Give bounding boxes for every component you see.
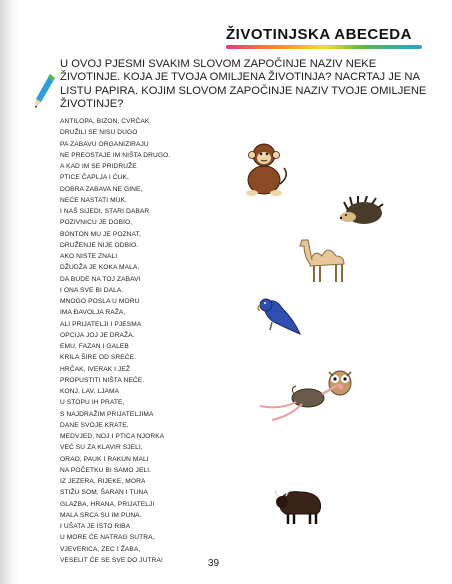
poem-line: NE PREOSTAJE IM NIŠTA DRUGO. [60,151,171,159]
poem-line: PROPUSTITI NIŠTA NEĆE. [60,376,145,384]
poem-line: POZIVNICU JE DOBIO, [60,219,133,227]
parrot-illustration [254,294,304,338]
poem-line: GLAZBA, HRANA, PRIJATELJI [60,500,155,508]
poem-line: AKO NISTE ZNALI [60,253,118,260]
poem-line: EMU, FAZAN I GALEB [60,343,129,350]
poem-line: MNOGO POSLA U MORU [60,298,140,305]
poem-line: NA POČETKU BI SAMO JELI. [60,466,152,474]
poem-line: VESELIT ĆE SE SVE DO JUTRA! [60,556,163,564]
poem-text [60,116,250,566]
poem-line: DA BUDE NA TOJ ZABAVI [60,275,141,283]
poem-line: DOBRA ZABAVA NE GINE, [60,185,143,193]
poem-line: HRČAK, IVERAK I JEŽ [60,365,131,373]
monkey-illustration [238,140,290,198]
poem-line: DRUŽILI SE NISU DUGO [60,129,138,137]
poem-line: PTICE ČAPLJA I ĆUK, [60,174,129,182]
poem-line: I NAŠ SIJEDI, STARI DABAR [60,208,150,215]
poem-line: DANE SVOJE KRATE. [60,421,129,429]
bison-illustration [272,486,326,526]
poem-line: VEĆ SU ZA KLAVIR SJELI, [60,444,143,452]
poem-line: ANTILOPA, BIZON, CVRČAK [60,118,150,125]
poem-line: I ONA SVE BI DALA. [60,286,124,294]
intro-instructions: U OVOJ PJESMI SVAKIM SLOVOM ZAPOČINJE NAZIV NEKE ŽIVOTINJE. KOJA JE TVOJA OMILJENA ŽIVOTINJA? NACRTAJ JE NA LISTU PAPIRA. KOJIM SLOVOM ZAPOČINJE NAZIV TVOJE OMILJENE ŽIVOTINJE? [60,58,427,111]
poem-line: S NAJDRAŽIM PRIJATELJIMA [60,410,154,418]
page-number: 39 [208,558,220,569]
page-title: ŽIVOTINJSKA ABECEDA [226,26,412,43]
poem-line: DRUŽENJE NIJE ODBIO. [60,241,139,249]
page-edge-shadow [0,0,18,584]
poem-line: IMA ĐAVOLJA RAŽA, [60,309,126,317]
rainbow-title-underline [226,45,422,49]
hedgehog-illustration [338,196,384,226]
poem-line: KRILA ŠIRE OD SREĆE. [60,354,137,362]
poem-line: STIŽU SOM, ŠARAN I TUNA [60,489,148,497]
poem-line: U MORE ĆE NATRAG SUTRA, [60,534,155,542]
poem-line: ALI PRIJATELJI I PJESMA [60,320,142,328]
poem-line: MALA SRCA SU IM PUNA. [60,511,142,519]
ostrich-illustration [250,384,346,424]
poem-line: I UŠATA JE ISTO RIBA [60,523,131,530]
poem-line: VJEVERICA, ZEC I ŽABA, [60,545,141,553]
poem-line: MEDVJED, NOJ I PTICA NJORKA [60,433,165,440]
poem-line: KONJ, LAV, LJAMA [60,388,120,395]
poem-line: U STOPU IH PRATE, [60,399,125,407]
poem-line: NEĆE NASTATI MUK. [60,196,128,204]
poem-line: IZ JEZERA, RIJEKE, MORA [60,478,146,485]
camel-illustration [296,234,354,284]
poem-line: ORAO, PAUK I RAKUN MALI [60,455,149,463]
poem-line: DŽUDŽA JE KOKA MALA, [60,264,140,272]
poem-line: A KAD IM SE PRIDRUŽE [60,163,137,170]
poem-line: BONTON MU JE POZNAT, [60,230,141,238]
pencil-icon [34,72,56,112]
poem-line: OPCIJA JOJ JE DRAŽA. [60,331,135,339]
poem-line: PA ZABAVU ORGANIZIRAJU [60,140,149,148]
